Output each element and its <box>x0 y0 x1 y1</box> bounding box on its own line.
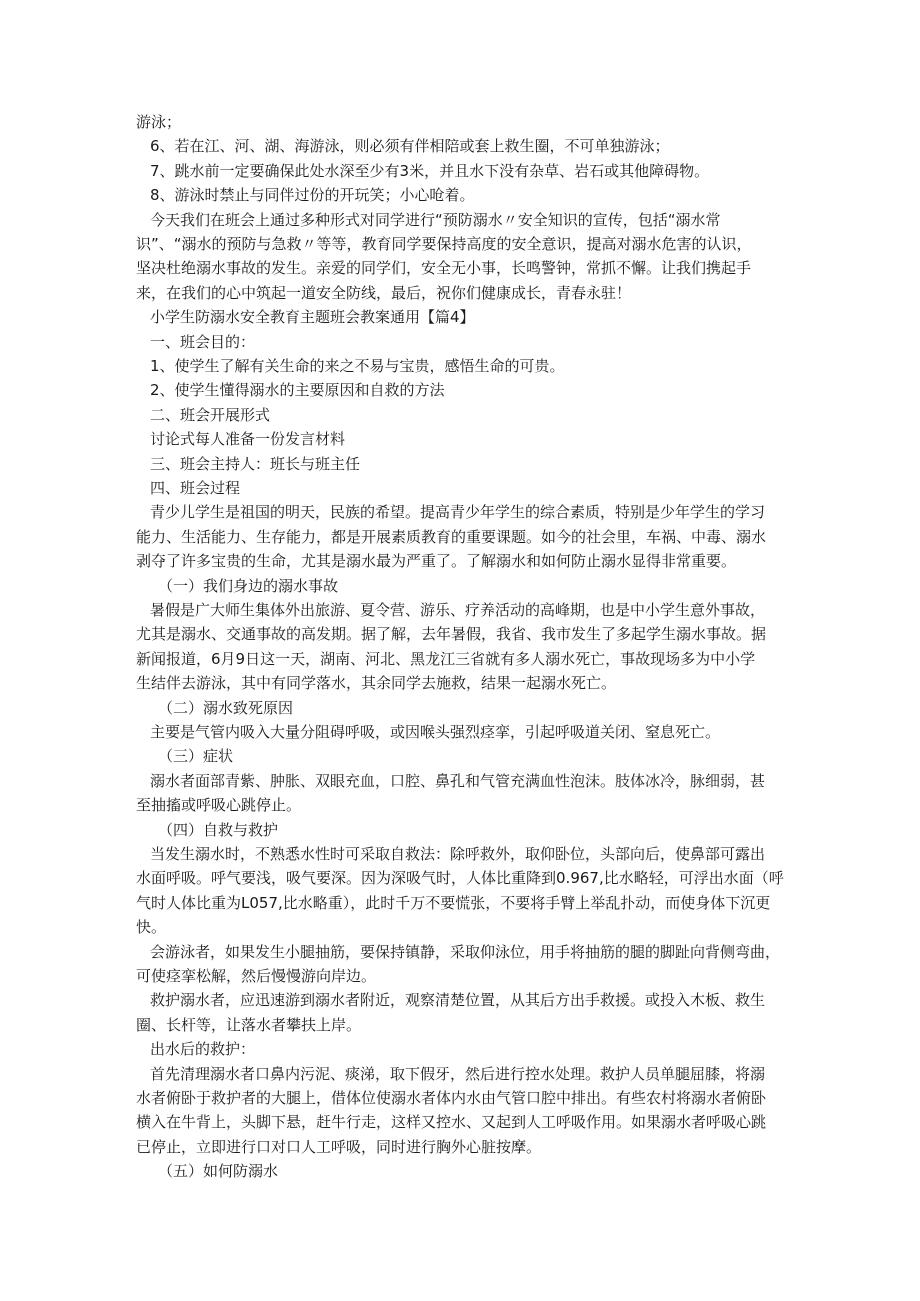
text-line: 水者俯卧于救护者的大腿上，借体位使溺水者体内水由气管口腔中排出。有些农村将溺水者俯卧 <box>136 1089 767 1107</box>
text-line: 今天我们在班会上通过多种形式对同学进行“预防溺水〃安全知识的宣传，包括“溺水常 <box>150 210 721 229</box>
text-line: （一）我们身边的溺水事故 <box>158 576 339 595</box>
text-line: 水面呼吸。呼气要浅，吸气要深。因为深吸气时，人体比重降到0.967,比水略轻，可浮出水面（呼 <box>136 869 784 888</box>
text-line: 8、游泳时禁止与同伴过份的开玩笑；小心呛着。 <box>150 186 475 205</box>
text-line: 游泳； <box>136 113 182 131</box>
text-line: 新闻报道，6月9日这一天，湖南、河北、黑龙江三省就有多人溺水死亡，事故现场多为中小学 <box>136 649 756 668</box>
text-line: 坚决杜绝溺水事故的发生。亲爱的同学们，安全无小事，长鸣警钟，常抓不懈。让我们携起手 <box>136 259 752 278</box>
text-line: （五）如何防溺水 <box>158 1162 279 1181</box>
text-line: 出水后的救护： <box>150 1040 256 1059</box>
text-line: （二）溺水致死原因 <box>158 698 294 717</box>
text-line: 会游泳者，如果发生小腿抽筋，要保持镇静，采取仰泳位，用手将抽筋的腿的脚趾向背侧弯曲， <box>150 942 781 961</box>
text-line: 气时人体比重为L057,比水略重），此时千万不要慌张，不要将手臂上举乱扑动，而使身体下沉更 <box>136 893 771 912</box>
text-line: 剥夺了许多宝贵的生命，尤其是溺水最为严重了。了解溺水和如何防止溺水显得非常重要。 <box>136 552 737 571</box>
text-line: 二、班会开展形式 <box>150 405 271 424</box>
text-line: 尤其是溺水、交通事故的高发期。据了解，去年暑假，我省、我市发生了多起学生溺水事故。据 <box>136 625 767 644</box>
text-line: 圈、长杆等，让落水者攀扶上岸。 <box>136 1015 362 1034</box>
text-line: 青少儿学生是祖国的明天，民族的希望。提高青少年学生的综合素质，特别是少年学生的学习 <box>150 503 766 522</box>
text-line: （三）症状 <box>158 747 234 766</box>
text-line: 2、使学生懂得溺水的主要原因和自救的方法 <box>150 381 445 400</box>
text-line: 能力、生活能力、生存能力，都是开展素质教育的重要课题。如今的社会里，车祸、中毒、溺水 <box>136 527 767 546</box>
text-line: 来，在我们的心中筑起一道安全防线，最后，祝你们健康成长，青春永驻！ <box>136 283 632 302</box>
text-line: 三、班会主持人：班长与班主任 <box>150 454 361 473</box>
text-line: 讨论式每人准备一份发言材料 <box>150 430 346 449</box>
text-line: 救护溺水者，应迅速游到溺水者附近，观察清楚位置，从其后方出手救援。或投入木板、救生 <box>150 991 766 1010</box>
text-line: 识”、“溺水的预防与急救〃等等，教育同学要保持高度的安全意识，提高对溺水危害的认识， <box>136 235 752 253</box>
text-line: 当发生溺水时，不熟悉水性时可采取自救法：除呼救外，取仰卧位，头部向后，使鼻部可露出 <box>150 845 766 863</box>
text-line: 暑假是广大师生集体外出旅游、夏令营、游乐、疗养活动的高峰期，也是中小学生意外事故， <box>150 601 766 619</box>
text-line: 生结伴去游泳，其中有同学落水，其余同学去施救，结果一起溺水死亡。 <box>136 674 617 693</box>
text-line: 小学生防溺水安全教育主题班会教案通用【篇4】 <box>150 308 475 327</box>
text-line: 主要是气管内吸入大量分阻碍呼吸，或因喉头强烈痉挛，引起呼吸道关闭、窒息死亡。 <box>150 723 721 741</box>
text-line: 四、班会过程 <box>150 479 241 497</box>
text-line: 可使痉挛松解，然后慢慢游向岸边。 <box>136 967 377 985</box>
text-line: （四）自救与救护 <box>158 820 279 839</box>
text-line: 一、班会目的： <box>150 332 256 351</box>
text-line: 已停止，立即进行口对口人工呼吸，同时进行胸外心脏按摩。 <box>136 1137 542 1156</box>
text-line: 横入在牛背上，头脚下悬，赶牛行走，这样又控水、又起到人工呼吸作用。如果溺水者呼吸心跳 <box>136 1113 767 1132</box>
text-line: 首先清理溺水者口鼻内污泥、痰涕，取下假牙，然后进行控水处理。救护人员单腿屈膝，将溺 <box>150 1064 766 1083</box>
text-line: 溺水者面部青紫、肿胀、双眼充血，口腔、鼻孔和气管充满血性泡沫。肢体冰冷，脉细弱，甚 <box>150 771 766 790</box>
text-line: 7、跳水前一定要确保此处水深至少有3米，并且水下没有杂草、岩石或其他障碍物。 <box>150 161 710 180</box>
text-line: 快。 <box>136 918 167 937</box>
text-line: 1、使学生了解有关生命的来之不易与宝贵，感悟生命的可贵。 <box>150 357 565 375</box>
text-line: 至抽搐或呼吸心跳停止。 <box>136 796 302 815</box>
text-line: 6、若在江、河、湖、海游泳，则必须有伴相陪或套上救生圈，不可单独游泳； <box>150 137 670 156</box>
